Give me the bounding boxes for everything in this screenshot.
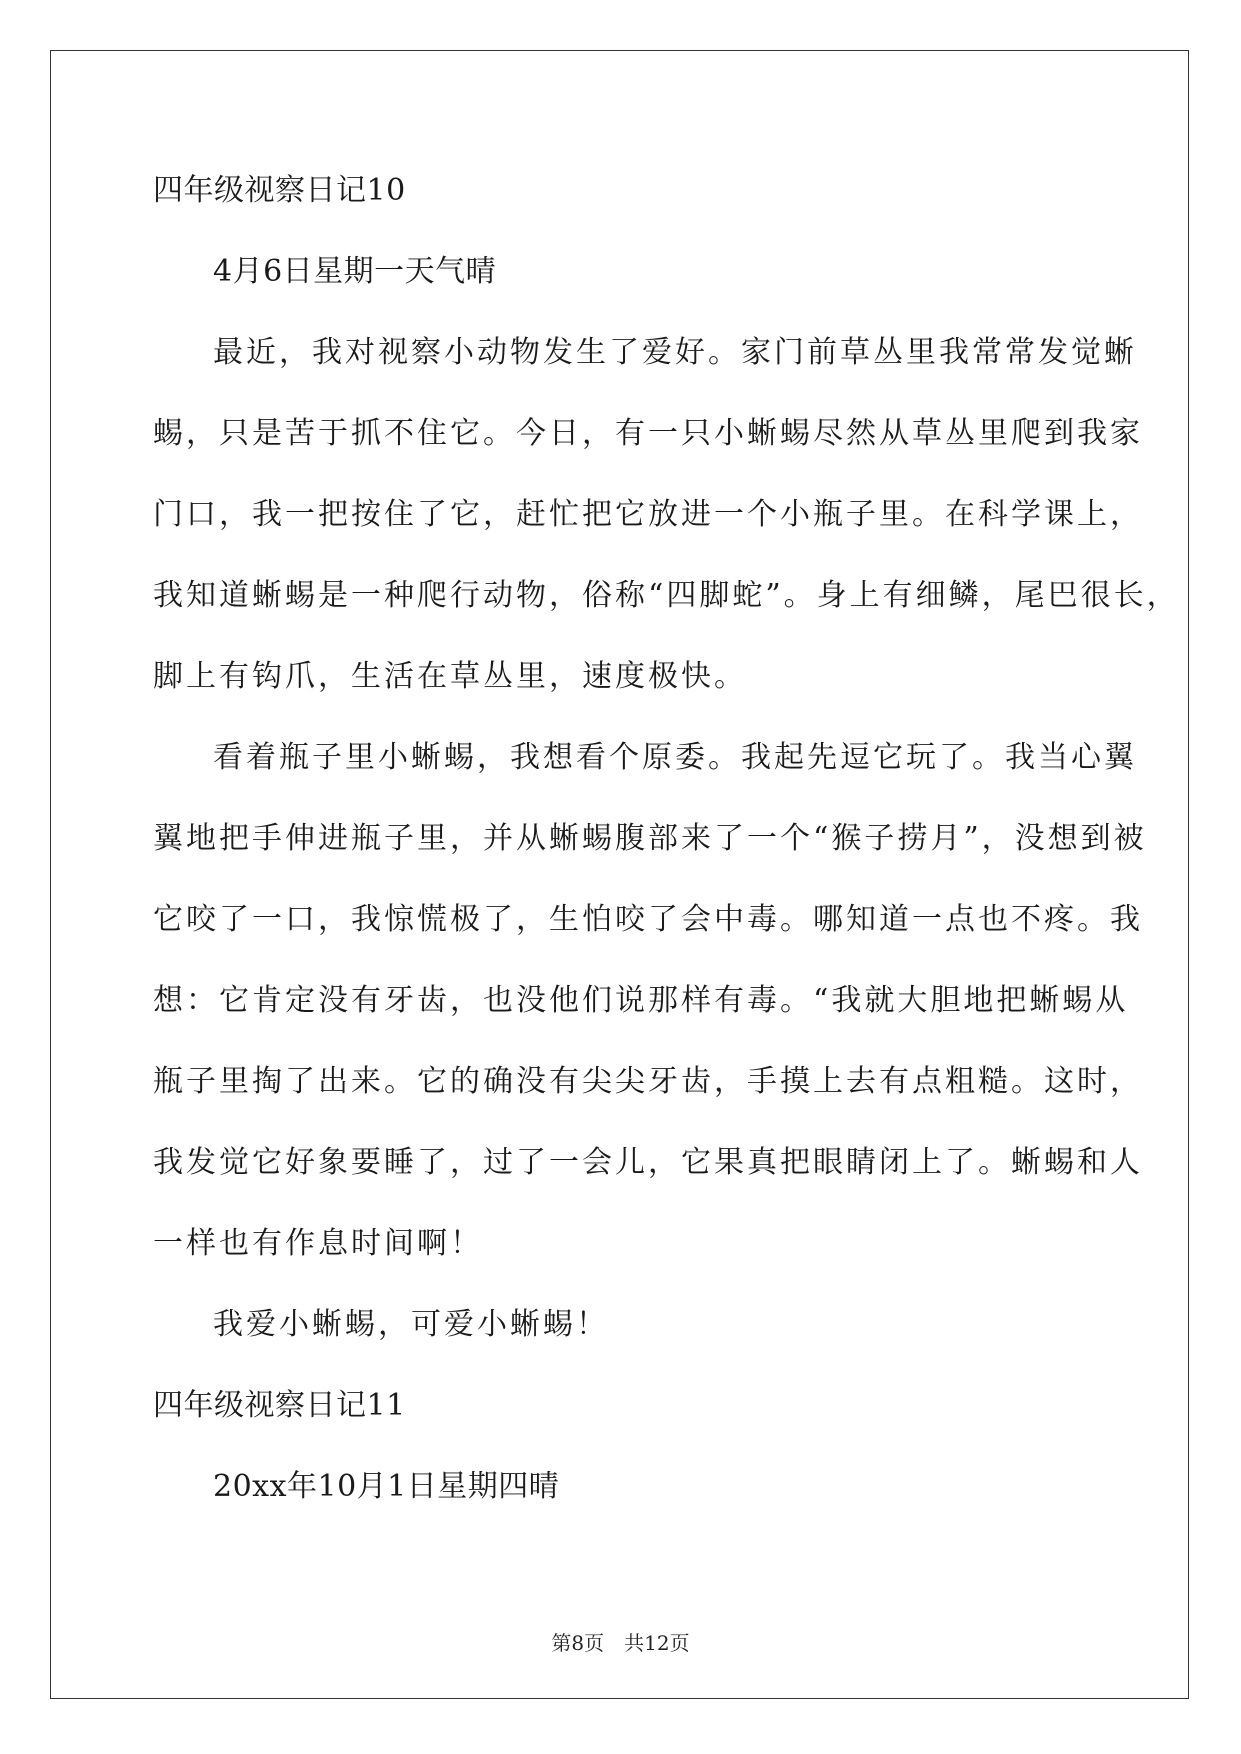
paragraph-line: 看着瓶子里小蜥蜴，我想看个原委。我起先逗它玩了。我当心翼: [213, 740, 1137, 775]
document-body: [153, 160, 1180, 1537]
diary-date: 4月6日星期一天气晴: [213, 254, 497, 289]
page-total: 共12页: [624, 1631, 690, 1655]
paragraph-line: 我爱小蜥蜴，可爱小蜥蜴！: [213, 1307, 609, 1342]
paragraph-line: 想：它肯定没有牙齿，也没他们说那样有毒。“我就大胆地把蜥蜴从: [153, 983, 1129, 1018]
paragraph-line: 脚上有钩爪，生活在草丛里，速度极快。: [153, 659, 747, 694]
paragraph-line: 一样也有作息时间啊！: [153, 1226, 483, 1261]
paragraph-line: 我发觉它好象要睡了，过了一会儿，它果真把眼睛闭上了。蜥蜴和人: [153, 1145, 1143, 1180]
diary-heading: 四年级视察日记11: [153, 1388, 406, 1423]
paragraph-line: 我知道蜥蜴是一种爬行动物，俗称“四脚蛇”。身上有细鳞，尾巴很长，: [153, 578, 1180, 613]
paragraph-line: 翼地把手伸进瓶子里，并从蜥蜴腹部来了一个“猴子捞月”，没想到被: [153, 821, 1147, 856]
paragraph-line: 它咬了一口，我惊慌极了，生怕咬了会中毒。哪知道一点也不疼。我: [153, 902, 1143, 937]
diary-date: 20xx年10月1日星期四晴: [213, 1469, 560, 1504]
paragraph-line: 瓶子里掏了出来。它的确没有尖尖牙齿，手摸上去有点粗糙。这时，: [153, 1064, 1143, 1099]
paragraph-line: 蜴，只是苦于抓不住它。今日，有一只小蜥蜴尽然从草丛里爬到我家: [153, 416, 1143, 451]
paragraph-line: 门口，我一把按住了它，赶忙把它放进一个小瓶子里。在科学课上，: [153, 497, 1143, 532]
page-footer: [0, 1627, 1241, 1656]
paragraph-line: 最近，我对视察小动物发生了爱好。家门前草丛里我常常发觉蜥: [213, 335, 1137, 370]
diary-heading: 四年级视察日记10: [153, 173, 406, 208]
page-number: 第8页: [551, 1631, 605, 1655]
